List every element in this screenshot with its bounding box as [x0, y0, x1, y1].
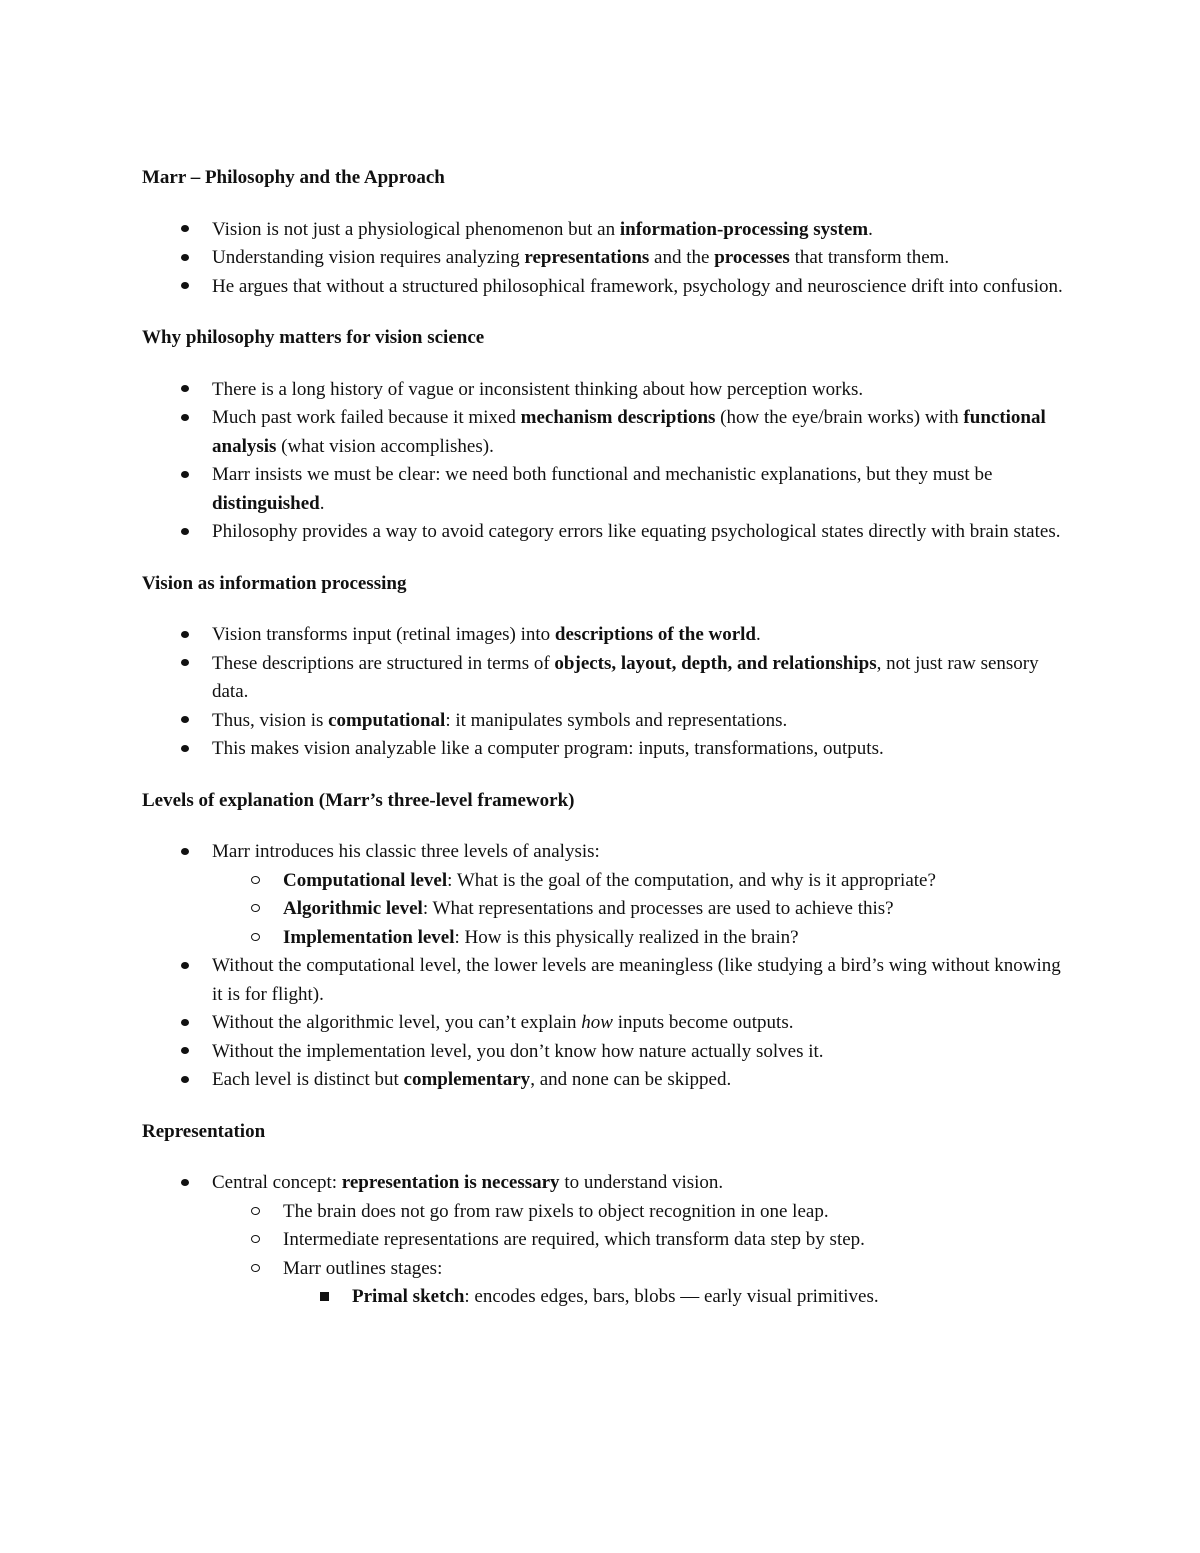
section-heading: Representation [142, 1120, 266, 1142]
bullet-disc-icon [175, 518, 195, 547]
bullet-disc-icon [175, 1009, 195, 1038]
bullet-circle-icon [245, 867, 265, 896]
list-item: Central concept: representation is necessary to understand vision. [142, 1169, 1072, 1198]
bullet-disc-icon [175, 273, 195, 302]
list-item: Vision is not just a physiological phenomenon but an information-processing system. [142, 216, 1072, 245]
bullet-circle-icon [245, 1198, 265, 1227]
section-heading: Levels of explanation (Marr’s three-level framework) [142, 789, 575, 811]
list-item: Without the computational level, the lower levels are meaningless (like studying a bird’s wing without knowing it is for flight). [142, 952, 1072, 1009]
bullet-disc-icon [175, 404, 195, 433]
section-heading: Vision as information processing [142, 572, 407, 594]
bullet-circle-icon [245, 1255, 265, 1284]
list-item: Each level is distinct but complementary, and none can be skipped. [142, 1066, 1072, 1095]
sub-list-item: Marr outlines stages: [142, 1255, 1072, 1284]
bullet-list [142, 1169, 1072, 1312]
list-item: Understanding vision requires analyzing representations and the processes that transform them. [142, 244, 1072, 273]
bullet-list [142, 376, 1072, 547]
section-levels-of-explanation [142, 787, 1072, 1095]
section-heading: Marr – Philosophy and the Approach [142, 167, 445, 188]
sub-sub-list-item: Primal sketch: encodes edges, bars, blobs — early visual primitives. [142, 1283, 1072, 1312]
bullet-list [142, 621, 1072, 764]
bullet-circle-icon [245, 1226, 265, 1255]
bullet-disc-icon [175, 952, 195, 981]
bullet-circle-icon [245, 895, 265, 924]
list-item: This makes vision analyzable like a computer program: inputs, transformations, outputs. [142, 735, 1072, 764]
list-item: Marr insists we must be clear: we need both functional and mechanistic explanations, but they must be distinguished. [142, 461, 1072, 518]
list-item: Without the implementation level, you don’t know how nature actually solves it. [142, 1038, 1072, 1067]
sub-list-item: Intermediate representations are required, which transform data step by step. [142, 1226, 1072, 1255]
section-marr-philosophy [142, 164, 1072, 301]
list-item: These descriptions are structured in terms of objects, layout, depth, and relationships, not just raw sensory data. [142, 650, 1072, 707]
list-item: Thus, vision is computational: it manipulates symbols and representations. [142, 707, 1072, 736]
bullet-disc-icon [175, 216, 195, 245]
sub-list-item: Algorithmic level: What representations and processes are used to achieve this? [142, 895, 1072, 924]
bullet-disc-icon [175, 735, 195, 764]
bullet-list [142, 838, 1072, 1095]
bullet-disc-icon [175, 1169, 195, 1198]
bullet-disc-icon [175, 376, 195, 405]
list-item: Philosophy provides a way to avoid category errors like equating psychological states directly with brain states. [142, 518, 1072, 547]
bullet-list [142, 216, 1072, 302]
list-item: There is a long history of vague or inconsistent thinking about how perception works. [142, 376, 1072, 405]
sub-list-item: The brain does not go from raw pixels to object recognition in one leap. [142, 1198, 1072, 1227]
list-item: Marr introduces his classic three levels of analysis: [142, 838, 1072, 867]
document-body [142, 164, 1072, 1335]
list-item: He argues that without a structured philosophical framework, psychology and neuroscience drift into confusion. [142, 273, 1072, 302]
list-item: Without the algorithmic level, you can’t explain how inputs become outputs. [142, 1009, 1072, 1038]
section-information-processing [142, 570, 1072, 764]
bullet-disc-icon [175, 244, 195, 273]
bullet-square-icon [314, 1283, 334, 1312]
bullet-disc-icon [175, 1038, 195, 1067]
sub-list-item: Computational level: What is the goal of the computation, and why is it appropriate? [142, 867, 1072, 896]
section-heading: Why philosophy matters for vision science [142, 327, 485, 348]
sub-list-item: Implementation level: How is this physically realized in the brain? [142, 924, 1072, 953]
bullet-disc-icon [175, 621, 195, 650]
bullet-disc-icon [175, 707, 195, 736]
bullet-disc-icon [175, 461, 195, 490]
section-why-philosophy [142, 324, 1072, 547]
bullet-disc-icon [175, 1066, 195, 1095]
list-item: Vision transforms input (retinal images) into descriptions of the world. [142, 621, 1072, 650]
list-item: Much past work failed because it mixed mechanism descriptions (how the eye/brain works) with functional analysis (what vision accomplishes). [142, 404, 1072, 461]
bullet-circle-icon [245, 924, 265, 953]
bullet-disc-icon [175, 650, 195, 679]
section-representation [142, 1118, 1072, 1312]
bullet-disc-icon [175, 838, 195, 867]
